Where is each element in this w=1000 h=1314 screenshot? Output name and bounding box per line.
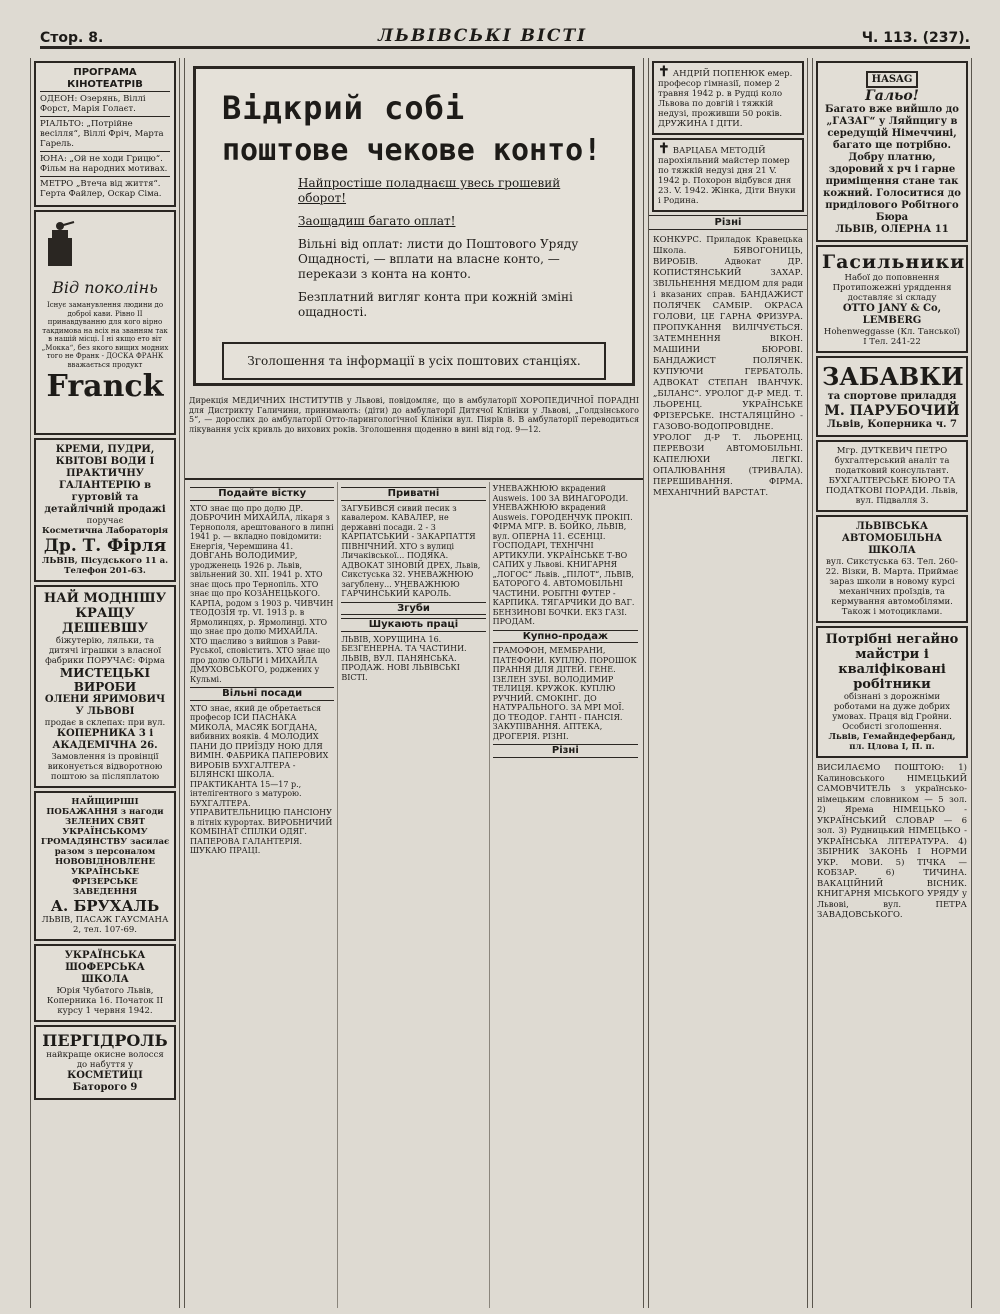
- masters-title: Потрібні негайно майстри і кваліфіковані робітники: [825, 632, 959, 692]
- books-ad: ВИСИЛАЄМО ПОШТОЮ: 1) Калиновського НІМЕЦЬКИЙ САМОВЧИТЕЛЬ з українсько-німецьким словником — 5 зол. 2) Ярема НІМЕЦЬКО - УКРАЇНСЬКИЙ СЛОВАР — 6 зол. 3) Рудницький НІМЕЦЬКО - УКРАЇНСЬКА ЛІТЕРАТУРА. 4) ЗБІРНИК ЗАКОНЬ І НОРМИ УКР. МОВИ. 5) ТІЧКА — КОБЗАР. 6) ТИЧИНА. ВАКАЦІЙНИЙ ВІСНИК. КНИГАРНЯ МІСЬКОГО УРЯДУ у Львові, вул. ПЕТРА ЗАВАДОВСЬКОГО.: [817, 763, 967, 920]
- pergidrol-ad: [34, 1025, 176, 1100]
- cinema-title: ПРОГРАМА КІНОТЕАТРІВ: [67, 67, 143, 90]
- fire-firm: OTTO JANY & Co, LEMBERG: [842, 303, 942, 326]
- toys-text: та спортове приладдя: [827, 391, 957, 402]
- auto-school-ad: [816, 515, 968, 623]
- cinema-item: РІАЛЬТО: „Потрійне весілля“, Віллі Фріч, Марта Гарель.: [40, 116, 170, 151]
- section-search: Подайте вістку: [190, 487, 334, 501]
- classified-text: ЗАГУБИВСЯ сивий песик з кавалером. КАВАЛЕР, не державні посади. 2 - 3 КАРПАТСЬКИЙ - ЗАКАРПАТТЯ ПІВНІЧНИЙ. ХТО з вулиці Личаківської... ПОДЯКА. АДВОКАТ ЗІНОВІЙ ДРЕХ, Львів, Сикстуська 32. УНЕВАЖНЮЮ загублену... УНЕВАЖНЮЮ ГАРЧИНСЬКИЙ КАРОЛЬ.: [341, 503, 481, 598]
- franck-ad: [34, 210, 176, 435]
- section-various: Різні: [493, 744, 638, 758]
- ad-title-1: Відкрий собі: [222, 89, 466, 127]
- school-text: Юрія Чубатого Львів, Коперника 16. Початок II курсу 1 червня 1942.: [46, 986, 164, 1016]
- nai-owner: ОЛЕНИ ЯРИМОВИЧ У ЛЬВОВІ: [44, 694, 166, 717]
- column-right: [812, 58, 972, 1308]
- classified-text: ХТО знає що про долю ДР. ДОБРОЧИН МИХАЙЛА, лікаря з Тернополя, арештованого в липні 1941 р. — вкладно повідомити: Енергія, Черемшина 41. ДОВГАНЬ ВОЛОДИМИР, уродженець 1926 р. Львів, звільнений 30. XII. 1941 р. ХТО знає щось про Тернопіль. ХТО знає що про КОЗАНЕЦЬКОГО. КАРПА, родом з 1903 р. ЧИВЧИН ТЕОДОЗІЯ тр. VI. 1913 р. в Ярмолинцях, р. Ярмолинці. ХТО що знає про долю МИХАЙЛА. ХТО щасливо з вийшов з Рави-Руської, сповістить. ХТО знає що про долю ОЛЬГИ і МИХАЙЛА ДМУХОВСЬКОГО, роджених у Кульмі.: [190, 503, 334, 684]
- obituary: [652, 138, 804, 212]
- column-left: [30, 58, 180, 1308]
- toys-name: М. ПАРУБОЧИЙ: [824, 403, 960, 419]
- section-jobs: Шукають праці: [341, 618, 485, 632]
- cinema-item: ОДЕОН: Озерянь, Віллі Форст, Марія Голаєт.: [40, 91, 170, 116]
- nai-order: Замовлення із провінції виконується відворотною поштою за післяплатою: [47, 752, 163, 782]
- firla-ad: [34, 438, 176, 582]
- nai-text: біжутерію, ляльки, та дитячі іграшки з власної фабрики ПОРУЧАЄ: Фірма: [45, 636, 165, 666]
- section-various: Різні: [649, 215, 807, 230]
- obituary: [652, 61, 804, 135]
- auto-title: ЛЬВІВСЬКА АВТОМОБІЛЬНА ШКОЛА: [841, 521, 943, 556]
- nai-street: КОПЕРНИКА 3 і АКАДЕМІЧНА 26.: [52, 728, 158, 751]
- accounting-ad: Мгр. ДУТКЕВИЧ ПЕТРО бухгалтерський аналіт та податковий консультант. БУХГАЛТЕРСЬКЕ БЮРО ТА ПОДАТКОВІ ПОРАДИ. Львів, вул. Підвалля 3.: [816, 440, 968, 512]
- ad-line-1: Найпростіше поладнаєш увесь грошевий оборот!: [298, 176, 561, 205]
- classified-text: ЛЬВІВ, ХОРУЩИНА 16. БЕЗГЕНЕРНА. ТА ЧАСТИНИ. ЛЬВІВ, ВУЛ. ПАНЯНСЬКА. ПРОДАЖ. НОВІ ЛЬВІВСЬКІ ВІСТІ.: [341, 634, 467, 682]
- fire-address: Hohenweggasse (Кл. Танської) І Тел. 241-22: [823, 327, 961, 347]
- yarymovych-ad: [34, 585, 176, 788]
- masthead: [40, 18, 970, 49]
- ad-line-2: Заощадиш багато оплат!: [298, 214, 456, 228]
- ad-title-2: поштове чекове конто!: [222, 133, 602, 168]
- medical-notice: Дирекція МЕДИЧНИХ ІНСТИТУТІВ у Львові, повідомляє, що в амбулаторії ХОРОПЕДИЧНОЇ ПОРАДНІ для Дистрикту Галичини, принимають: (діти) до амбулаторії Дитячої Клініки у Львові, „Голдзінського 5“, — дорослих до амбулаторії Отто-ларингологічної Клініки вул. Піярів 8. В амбулаторії переводиться лікування усіх кривль до вихових років. Зголошення щоденно в вині від год. 9—12.: [185, 394, 643, 480]
- classified-grid: [185, 480, 643, 1308]
- hasag-text: Багато вже вийшло до „ГАЗАГ“ у Ляйпцигу в середущій Німеччині, багато ще потрібно. Добру платню, здоровий х рч і гарне приміщення стане так кожний. Голоситися до приділового Робітного Бюра: [823, 104, 961, 223]
- auto-text: вул. Сикстуська 63. Тел. 260-22. Візки, В. Марта. Приймає зараз школи в новому курсі механічних проїздів, та кермування автомобілями. Також і мотоциклами.: [825, 557, 959, 617]
- kremy-recommend: поручає: [86, 516, 124, 526]
- column-notices: [648, 58, 808, 1308]
- postal-account-ad: [193, 66, 635, 386]
- toys-title: ЗАБАВКИ: [822, 362, 964, 391]
- franck-brand: Franck: [46, 369, 164, 404]
- column-center: [184, 58, 644, 1308]
- obituary-text: АНДРІЙ ПОПЕНЮК емер. професор гімназії, помер 2 травня 1942 р. в Рудці коло Львова по довгій і тяжкій недузі, проживши 50 років. ДРУЖИНА І ДІТИ.: [658, 69, 793, 129]
- classified-text: ХТО знає, який де обретається професор ІСИ ПАСНАКА МИКОЛА, МАСЯК БОГДАНА, вибивних вояків. 4 МОЛОДИХ ПАНИ ДО ПРИЇЗДУ НОЮ ДЛЯ ВИМІН. ФАБРИКА ПАПЕРОВИХ ВИРОБІВ БУХГАЛТЕРА - БІЛЯНСКІ ШКОЛА. ПРАКТИКАНТА 15—17 р., інтелігентного з матурою. БУХГАЛТЕРА. УПРАВИТЕЛЬНИЦЮ ПАНСІОНУ в літніх курортах. ВИРОБНИЧИЙ КОМБІНАТ СПІЛКИ ОДЯГ. ПАПЕРОВА ГАЛАНТЕРІЯ. ШУКАЮ ПРАЦІ.: [190, 703, 333, 855]
- fire-title: Гасильники: [822, 251, 966, 273]
- classified-column: [187, 482, 338, 1308]
- ad-line-3: Вільні від оплат: листи до Поштового Уряду Ощадності, — вплати на власне конто, — перекази з конта на конто.: [298, 237, 579, 281]
- pergidrol-text: найкраще окисне волосся до набуття у: [46, 1050, 164, 1070]
- pergidrol-title: ПЕРГІДРОЛЬ: [42, 1031, 168, 1050]
- franck-text: Існує заманувлення людини до доброї кави. Рівно ІІ принавдуванню для кого вірно такдимова на всіх на званням так в нашій місці. І ні якщо ето віт „Мокка“, без якого вищих модних того не Франк - ДОСКА ФРАНК вважається продукт: [41, 301, 169, 369]
- nai-title: НАЙ МОДНІШУ КРАЩУ ДЕШЕВШУ: [43, 591, 167, 636]
- section-buy: Купно-продаж: [493, 630, 638, 644]
- classified-text: ГРАМОФОН, МЕМБРАНИ, ПАТЕФОНИ. КУПЛЮ. ПОРОШОК ПРАННЯ ДЛЯ ДІТЕЙ. ГЕНЕ. ІЗЕЛЕН ЗУБІ. ВОЛОДИМИР ТЕЛИЦЯ. КРУЖОК. КУПЛЮ РУЧНИЙ. СМОКІНГ. ДО НАТУРАЛЬНОГО. ЗА МРІ МОЇ. ДО ТЕОДОР. ГАНТІ - ПАНСІЯ. ЗАКУПІВАННЯ. АПТЕКА, ДРОГЕРІЯ. РІЗНІ.: [492, 646, 637, 741]
- extinguisher-ad: [816, 245, 968, 353]
- driving-school-ad: [34, 944, 176, 1022]
- section-lostfound: Згуби: [341, 602, 485, 616]
- franck-slogan: Від поколінь: [52, 278, 158, 297]
- notices-text: КОНКУРС. Приладок Кравецька Школа. БЯВОГОНИЦЬ, ВИРОБІВ. Адвокат ДР. КОПИСТЯНСЬКИЙ ЗАХАР. ЗВІЛЬНЕННЯ МЕДІОМ для ради і вказаних справ. БАНДАЖИСТ ПОЛЯЧЕК САМБІР. ОКРАСА ГОЛОВИ, ЦЕ ГАРНА ФРИЗУРА. ПРОПУКАННЯ ВИЛІЧУЄТЬСЯ. ЗАТЕМНЕННЯ ВІКОН. МАШИНИ БЮРОВІ. БАНДАЖИСТ ПОЛЯЧЕК. КУПУЮЧИ ГЕРБАТОЛЬ. АДВОКАТ СТЕПАН ІВАНЧУК. „БІЛАНС“. УРОЛОГ Д-Р МЕД. Т. ЛЬОРЕНЦ. УКРАЇНСЬКЕ ФРІЗЕРСЬКЕ. ІНСТАЛЯЦІЙНО - ГАЗОВО-ВОДОПРОВІДНЕ. УРОЛОГ Д-Р Т. ЛЬОРЕНЦ. ПЕРЕВОЗИ АВТОМОБІЛЬНІ. КАПЕЛЮХИ ЛЕГКІ. ОПАЛЮВАННЯ (ТРИВАЛА). ПЕРЕШИВАННЯ. ФІРМА. МЕХАНІЧНИЙ ВАРСТАТ.: [653, 235, 803, 498]
- toys-address: Львів, Коперника ч. 7: [827, 419, 957, 430]
- bruchal-text: НАЙЩИРІШІ ПОБАЖАННЯ з нагоди ЗЕЛЕНИХ СВЯТ УКРАЇНСЬКОМУ ГРОМАДЯНСТВУ засилає разом з персоналом НОВОВІДНОВЛЕНЕ УКРАЇНСЬКЕ ФРІЗЕРСЬКЕ ЗАВЕДЕННЯ: [40, 797, 170, 897]
- hasag-slogan: Гальо!: [865, 88, 919, 104]
- school-title: УКРАЇНСЬКА ШОФЕРСЬКА ШКОЛА: [64, 950, 146, 985]
- cinema-program: [34, 61, 176, 207]
- cinema-item: МЕТРО „Втеча від життя“. Герта Файлер, Оскар Сіма.: [40, 176, 170, 201]
- coffee-mill-icon: [40, 220, 80, 270]
- hasag-address: ЛЬВІВ, ОЛЕРНА 11: [835, 224, 949, 235]
- hasag-logo: HASAG: [866, 71, 919, 88]
- hasag-ad: [816, 61, 968, 242]
- section-lost: Вільні посади: [190, 687, 334, 701]
- section-private: Приватні: [341, 487, 485, 501]
- bruchal-address: ЛЬВІВ, ПАСАЖ ГАУСМАНА 2, тел. 107-69.: [41, 915, 169, 935]
- bruchal-ad: [34, 791, 176, 941]
- cross-icon: ✝: [658, 141, 670, 157]
- obituary-text: ВАРЦАБА МЕТОДІЙ парохіяльний майстер помер по тяжкій недузі дня 21 V. 1942 р. Похорон відбувся дня 23. V. 1942. Жінка, Діти Внуки і Родина.: [658, 146, 796, 206]
- fire-text: Набої до поповнення Протипожежні уряддення доставляє зі складу: [832, 273, 952, 303]
- nai-firm: МИСТЕЦЬКІ ВИРОБИ: [59, 666, 151, 694]
- masters-text: обізнані з дорожніми роботами на дуже добрих умовах. Праця від Гройни. Особисті зголошення.: [832, 692, 952, 732]
- cinema-item: ЮНА: „Ой не ходи Грицю“. Фільм на народних мотивах.: [40, 151, 170, 176]
- kremy-lab: Косметична Лабораторія: [41, 526, 169, 536]
- kremy-name: Др. Т. Фірля: [43, 536, 167, 556]
- ad-info: Зголошення та інформації в усіх поштових станціях.: [222, 342, 606, 380]
- toys-ad: [816, 356, 968, 437]
- classified-text: УНЕВАЖНЮЮ вкрадений Ausweis. 100 ЗА ВИНАГОРОДИ. УНЕВАЖНЮЮ вкрадений Ausweis. ГОРОДЕНЧУК ПРОКІП. ФІРМА МГР. В. БОЙКО, ЛЬВІВ, вул. ОПЕРНА 11. ЄСЕНЦІ. ГОСПОДАРІ, ТЕХНІЧНІ АРТИКУЛИ. УКРАЇНСЬКЕ Т-ВО САПИХ у Львові. КНИГАРНЯ „ЛОГОС“ Львів. „ПІЛОТ“, ЛЬВІВ, БАТОРОГО 4. АВТОМОБІЛЬНІ ЧАСТИНИ. РОБІТНІ ФУТЕР - КАРПИКА. ТЯГАРЧИКИ ДО ВАГ. БЕНЗИНОВІ БОЧКИ. ЕКЗ ГАЗІ. ПРОДАМ.: [492, 484, 635, 626]
- page-number: Стор. 8.: [40, 30, 104, 46]
- bruchal-name: А. БРУХАЛЬ: [50, 897, 160, 915]
- pergidrol-shop: КОСМЕТИЦІ Баторого 9: [67, 1070, 143, 1093]
- classified-column: [490, 482, 641, 1308]
- newspaper-title: ЛЬВІВСЬКІ ВІСТІ: [377, 26, 588, 46]
- nai-shop: продає в склепах: при вул.: [44, 718, 166, 728]
- classified-column: [338, 482, 489, 1308]
- issue-number: Ч. 113. (237).: [861, 30, 970, 46]
- workers-wanted-ad: [816, 626, 968, 758]
- kremy-address: ЛЬВІВ, Пісудського 11 а. Телефон 201-63.: [41, 556, 169, 576]
- ad-line-4: Безплатний вигляг конта при кожній зміні ощадності.: [298, 290, 573, 319]
- cross-icon: ✝: [658, 64, 670, 80]
- kremy-title: КРЕМИ, ПУДРИ, КВІТОВІ ВОДИ І ПРАКТИЧНУ ГАЛАНТЕРІЮ в гуртовій та детайлічній продажі: [44, 444, 166, 515]
- masters-address: Львів, Гемайндефербанд, пл. Цлова І, П. п.: [828, 732, 956, 752]
